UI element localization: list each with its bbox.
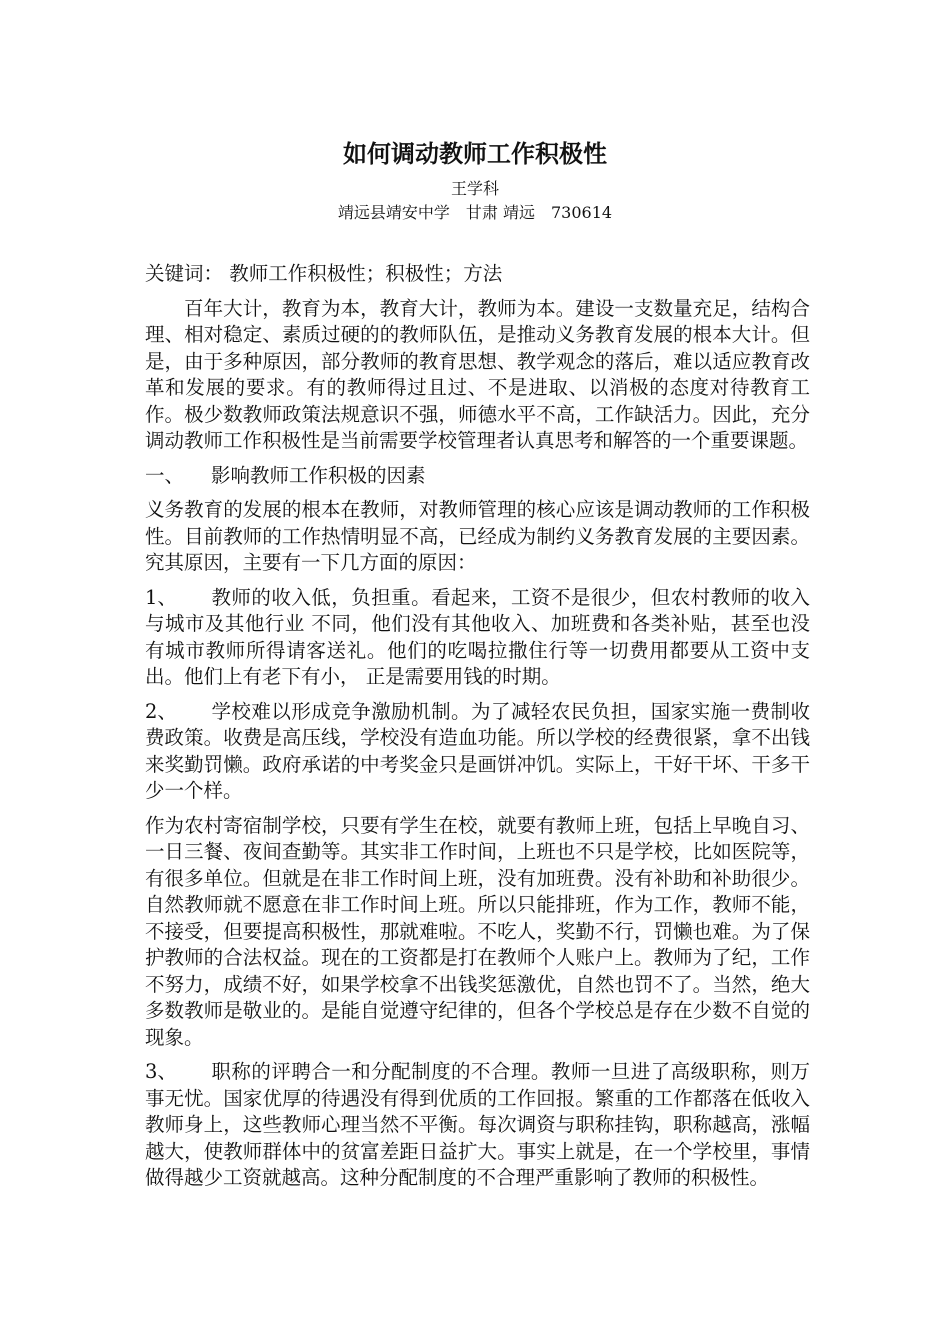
list-item-number: 1、: [145, 585, 177, 609]
author-affiliation: 靖远县靖安中学 甘肃 靖远 730614: [337, 203, 613, 222]
list-item-number: 3、: [145, 1060, 177, 1083]
list-item-text: 职称的评聘合一和分配制度的不合理。教师一旦进了高级职称，则万事无忧。国家优厚的待遇没有得到优质的工作回报。繁重的工作都落在低收入教师身上，这些教师心理当然不平衡。每次调资与职称挂钩，职称越高，涨幅越大，使教师群体中的贫富差距日益扩大。事实上就是，在一个学校里，事情做得越少工资就越高。这种分配制度的不合理严重影响了教师的积极性。: [145, 1060, 810, 1189]
author-name: 王学科: [450, 179, 499, 198]
document-body: [145, 261, 810, 1192]
boarding-school-paragraph: 作为农村寄宿制学校，只要有学生在校，就要有教师上班，包括上早晚自习、一日三餐、夜间查勤等。其实非工作时间，上班也不只是学校，比如医院等，有很多单位。但就是在非工作时间上班，没有加班费。没有补助和补助很少。自然教师就不愿意在非工作时间上班。所以只能排班，作为工作，教师不能，不接受，但要提高积极性，那就难啦。不吃人，奖勤不行，罚懒也难。为了保护教师的合法权益。现在的工资都是打在教师个人账户上。教师为了纪，工作不努力，成绩不好，如果学校拿不出钱奖惩激优，自然也罚不了。当然，绝大多数教师是敬业的。是能自觉遵守纪律的，但各个学校总是存在少数不自觉的现象。: [145, 813, 810, 1049]
list-item-text: 教师的收入低，负担重。看起来，工资不是很少，但农村教师的收入与城市及其他行业 不同，他们没有其他收入、加班费和各类补贴，甚至也没有城市教师所得请客送礼。他们的吃喝拉撒住行等一切费用都要从工资中支出。他们上有老下有小， 正是需要用钱的时期。: [145, 585, 810, 688]
list-item-number: 2、: [145, 699, 177, 723]
list-item-text: 学校难以形成竞争激励机制。为了减轻农民负担，国家实施一费制收费政策。收费是高压线，学校没有造血功能。所以学校的经费很紧，拿不出钱来奖勤罚懒。政府承诺的中考奖金只是画饼冲饥。实际上，干好干坏、干多干少一个样。: [145, 699, 810, 802]
section-heading: [145, 463, 810, 490]
section-number: 一、: [145, 463, 185, 487]
list-item-2: [145, 699, 810, 805]
list-item-1: [145, 585, 810, 691]
section-intro-paragraph: 义务教育的发展的根本在教师，对教师管理的核心应该是调动教师的工作积极性。目前教师的工作热情明显不高，已经成为制约义务教育发展的主要因素。究其原因，主要有一下几方面的原因：: [145, 498, 810, 574]
list-item-3: [145, 1059, 810, 1192]
intro-paragraph: 百年大计，教育为本，教育大计，教师为本。建设一支数量充足，结构合理、相对稳定、素质过硬的的教师队伍，是推动义务教育发展的根本大计。但是，由于多种原因，部分教师的教育思想、教学观念的落后，难以适应教育改革和发展的要求。有的教师得过且过、不是进取、以消极的态度对待教育工作。极少数教师政策法规意识不强，师德水平不高，工作缺活力。因此，充分调动教师工作积极性是当前需要学校管理者认真思考和解答的一个重要课题。: [145, 296, 810, 452]
section-title: 影响教师工作积极的因素: [211, 463, 426, 487]
document-title: 如何调动教师工作积极性: [343, 139, 607, 168]
keywords-line: 关键词： 教师工作积极性；积极性；方法: [145, 262, 503, 285]
